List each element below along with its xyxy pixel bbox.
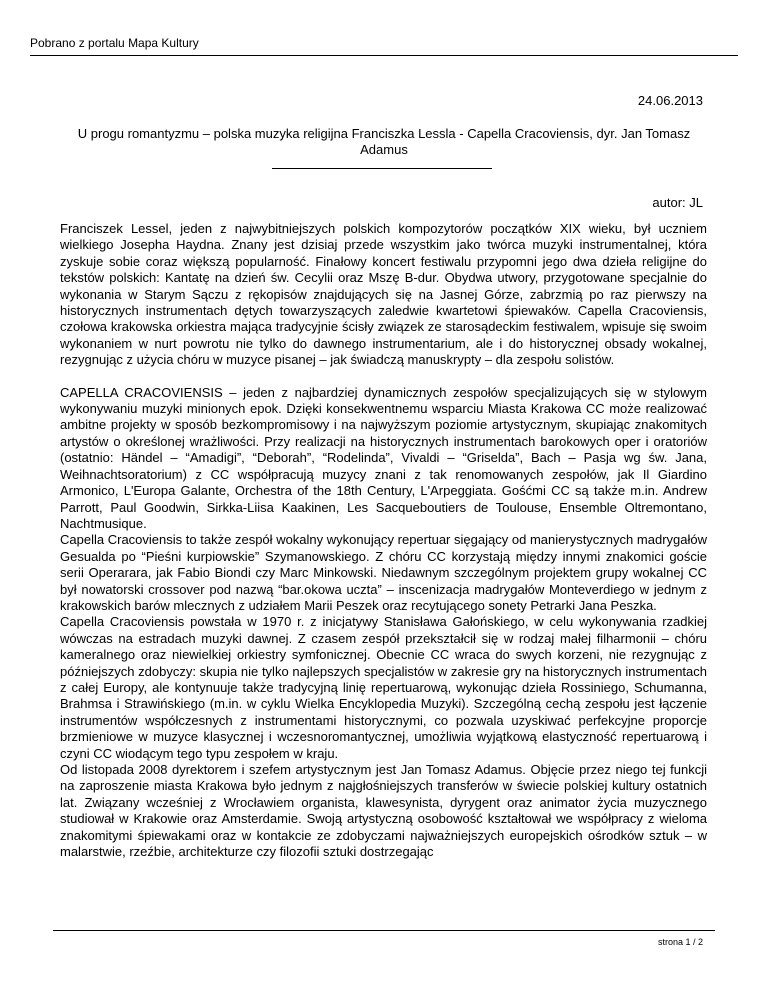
paragraph-vocal: Capella Cracoviensis to także zespół wokalny wykonujący repertuar sięgający od manierystycznych madrygałów Gesualda po “Pieśni kurpiowskie” Szymanowskiego. Z chóru CC korzystają między innymi znakomici goście serii Operarara, jak Fabio Biondi czy Marc Minkowski. Niedawnym szczególnym projektem grupy wokalnej CC był nowatorski crossover pod nazwą “bar.okowa uczta” – inscenizacja madrygałów Monteverdiego w jednym z krakowskich barów mlecznych z udziałem Marii Peszek oraz recytującego sonety Petrarki Jana Peszka. [60,532,707,613]
paragraph-ensemble: CAPELLA CRACOVIENSIS – jeden z najbardziej dynamicznych zespołów specjalizujących się w stylowym wykonywaniu muzyki minionych epok. Dzięki konsekwentnemu wsparciu Miasta Krakowa CC może realizować ambitne projekty w sposób bezkompromisowy i na najwyższym poziomie artystycznym, skupiając znakomitych artystów o określonej wrażliwości. Przy realizacji na historycznych instrumentach barokowych oper i oratoriów (ostatnio: Händel – “Amadigi”, “Deborah”, “Rodelinda”, Vivaldi – “Griselda”, Bach – Pasja wg św. Jana, Weihnachtsoratorium) z CC współpracują muzycy znani z tak renomowanych zespołów, jak Il Giardino Armonico, L'Europa Galante, Orchestra of the 18th Century, L'Arpeggiata. Gośćmi CC są także m.in. Andrew Parrott, Paul Goodwin, Sirkka-Liisa Kaakinen, Les Sacqueboutiers de Toulouse, Ensemble Oltremontano, Nachtmusique. [60,384,707,531]
article-title: U progu romantyzmu – polska muzyka religijna Franciszka Lessla - Capella Cracoviensis, dyr. Jan Tomasz Adamus [77,126,691,157]
paragraph-intro: Franciszek Lessel, jeden z najwybitniejszych polskich kompozytorów początków XIX wieku, był uczniem wielkiego Josepha Haydna. Znany jest dzisiaj przede wszystkim jako twórca muzyki instrumentalnej, która zyskuje sobie coraz większą popularność. Finałowy koncert festiwalu przypomni jego dwa dzieła religijne do tekstów polskich: Kantatę na dzień św. Cecylii oraz Mszę B-dur. Obydwa utwory, przygotowane specjalnie do wykonania w Starym Sączu z rękopisów znajdujących się na Jasnej Górze, zabrzmią po raz pierwszy na historycznych instrumentach dętych towarzyszących zaledwie kwartetowi śpiewaków. Capella Cracoviensis, czołowa krakowska orkiestra mająca tradycyjnie ścisły związek ze starosądeckim festiwalem, wpisuje się swoim wykonaniem w nurt powrotu nie tylko do dawnego instrumentarium, ale i do historycznej obsady wokalnej, rezygnując z użycia chóru w muzyce pisanej – jak świadczą manuskrypty – dla zespołu solistów. [60,221,707,368]
article-body [60,221,707,860]
article-author: autor: JL [652,195,703,210]
source-label: Pobrano z portalu Mapa Kultury [30,36,199,50]
header-divider [30,55,738,56]
page-number: strona 1 / 2 [657,937,703,947]
footer-divider [53,930,715,931]
paragraph-director: Od listopada 2008 dyrektorem i szefem artystycznym jest Jan Tomasz Adamus. Objęcie przez niego tej funkcji na zaproszenie miasta Krakowa było jednym z najgłośniejszych transferów w świecie polskiej kultury ostatnich lat. Związany wcześniej z Wrocławiem organista, klawesynista, dyrygent oraz animator życia muzycznego studiował w Krakowie oraz Amsterdamie. Swoją artystyczną osobowość kształtował we współpracy z wieloma znakomitymi śpiewakami oraz w kontakcie ze zdobyczami najważniejszych europejskich ośrodków sztuk – w malarstwie, rzeźbie, architekturze czy filozofii sztuki dostrzegając [60,762,707,860]
title-divider [272,168,492,169]
paragraph-history: Capella Cracoviensis powstała w 1970 r. z inicjatywy Stanisława Gałońskiego, w celu wykonywania rzadkiej wówczas na estradach muzyki dawnej. Z czasem zespół przekształcił się w rodzaj małej filharmonii – chóru kameralnego oraz niewielkiej orkiestry symfonicznej. Obecnie CC wraca do swych korzeni, nie rezygnując z późniejszych zdobyczy: skupia nie tylko najlepszych specjalistów w zakresie gry na historycznych instrumentach z całej Europy, ale kontynuuje także tradycyjną linię repertuarową, wykonując dzieła Rossiniego, Schumanna, Brahmsa i Strawińskiego (m.in. w cyklu Wielka Encyklopedia Muzyki). Szczególną cechą zespołu jest łączenie instrumentów współczesnych z instrumentami historycznymi, co pozwala uzyskiwać perfekcyjne proporcje brzmieniowe w muzyce klasycznej i wczesnoromantycznej, umożliwia wyjątkową elastyczność repertuarową i czyni CC wiodącym tego typu zespołem w kraju. [60,614,707,761]
article-date: 24.06.2013 [637,93,703,108]
